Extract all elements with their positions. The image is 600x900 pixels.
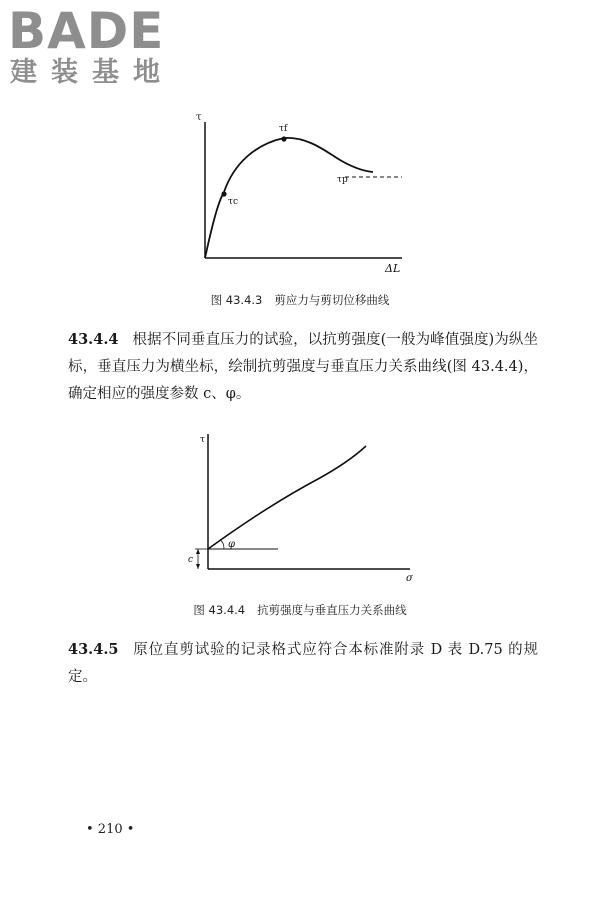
x-axis-label: σ <box>406 573 413 584</box>
intercept-label: c <box>188 555 194 565</box>
section-number: 43.4.5 <box>68 641 119 658</box>
paragraph-43-4-4 <box>68 326 538 408</box>
figure-shear-strength-pressure <box>188 428 423 586</box>
caption-title: 抗剪强度与垂直压力关系曲线 <box>257 603 407 617</box>
y-axis-label: τ <box>200 435 205 445</box>
caption-number: 图 43.4.3 <box>210 293 263 307</box>
paragraph-43-4-5 <box>68 636 538 691</box>
figure-caption-43-4-4 <box>0 602 600 618</box>
page-number: • 210 • <box>86 822 135 837</box>
paragraph-text: 根据不同垂直压力的试验，以抗剪强度(一般为峰值强度)为纵坐标，垂直压力为横坐标，绘制抗剪强度与垂直压力关系曲线(图 43.4.4)，确定相应的强度参数 c、φ。 <box>68 332 538 402</box>
c-arrow-down <box>196 564 200 569</box>
strength-curve <box>208 446 366 549</box>
point-tau-f <box>281 136 286 141</box>
publisher-logo <box>8 2 178 92</box>
label-tau-f: τf <box>279 124 288 134</box>
section-number: 43.4.4 <box>68 331 119 348</box>
angle-arc <box>220 540 224 549</box>
point-tau-c <box>221 191 226 196</box>
caption-number: 图 43.4.4 <box>193 603 246 617</box>
angle-label: φ <box>228 539 236 550</box>
chart-stress-displacement <box>190 108 420 278</box>
logo-word: BADE <box>8 2 165 60</box>
chart-strength-pressure <box>188 428 423 586</box>
c-arrow-up <box>196 549 200 554</box>
label-tau-c: τc <box>228 197 239 207</box>
logo-subtitle: 建装基地 <box>10 57 174 88</box>
y-axis-label: τ <box>196 112 202 123</box>
caption-title: 剪应力与剪切位移曲线 <box>274 293 390 307</box>
figure-shear-stress-displacement <box>190 108 420 278</box>
x-axis-label: ΔL <box>385 262 401 275</box>
paragraph-text: 原位直剪试验的记录格式应符合本标准附录 D 表 D.75 的规定。 <box>68 642 538 685</box>
figure-caption-43-4-3 <box>0 292 600 308</box>
label-tau-p: τp <box>337 175 348 185</box>
